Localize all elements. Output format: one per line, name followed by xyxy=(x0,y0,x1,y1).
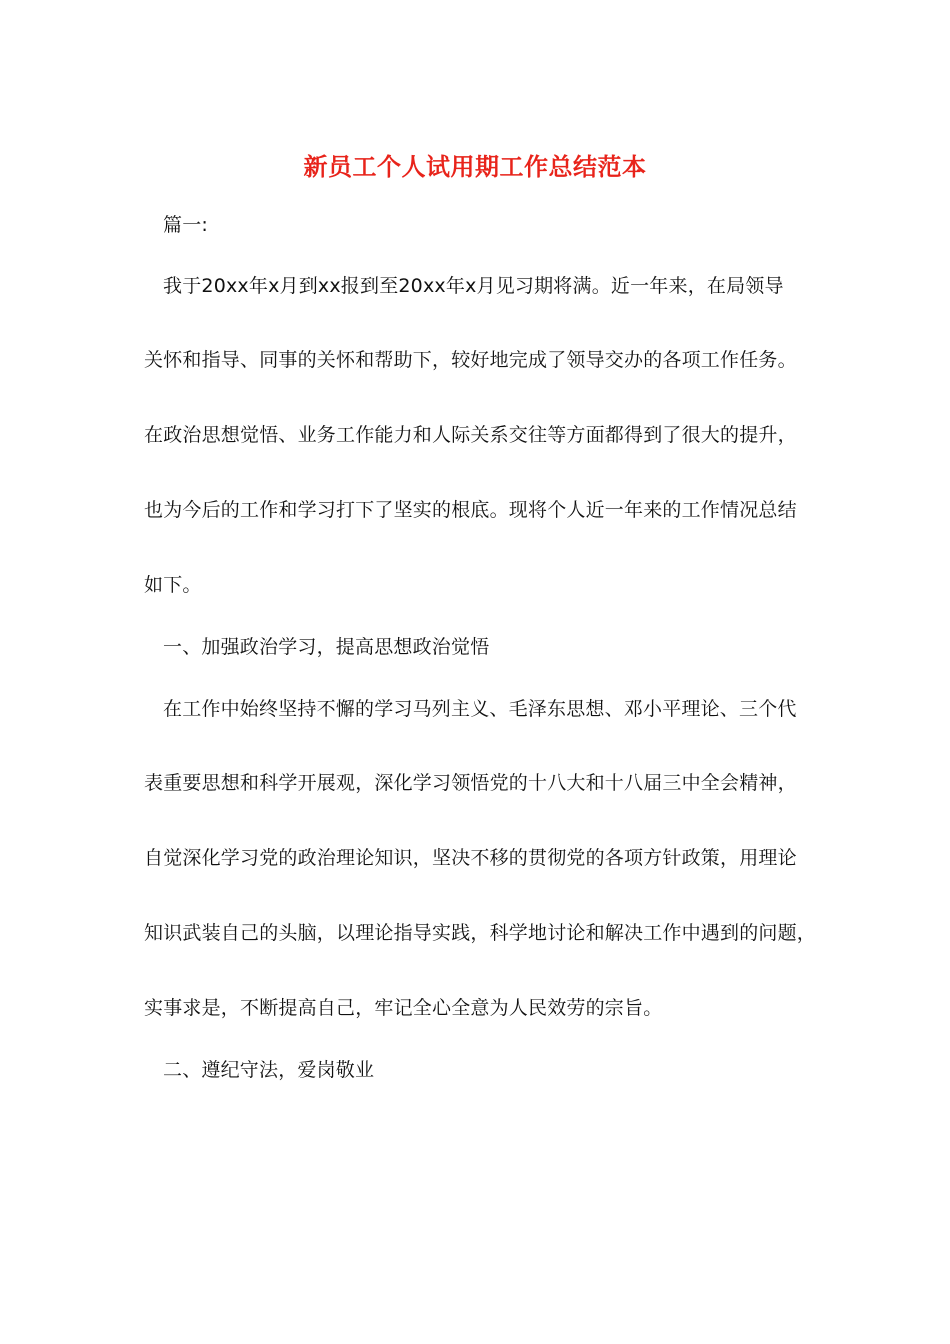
section-label-pian-yi: 篇一: xyxy=(163,214,209,236)
paragraph-line: 实事求是，不断提高自己，牢记全心全意为人民效劳的宗旨。 xyxy=(144,997,663,1019)
section-heading-2: 二、遵纪守法，爱岗敬业 xyxy=(163,1059,375,1081)
paragraph-line: 在工作中始终坚持不懈的学习马列主义、毛泽东思想、邓小平理论、三个代 xyxy=(163,698,797,720)
paragraph-line: 自觉深化学习党的政治理论知识，坚决不移的贯彻党的各项方针政策，用理论 xyxy=(144,847,797,869)
paragraph-line: 知识武装自己的头脑，以理论指导实践，科学地讨论和解决工作中遇到的问题， xyxy=(144,922,817,944)
paragraph-line: 也为今后的工作和学习打下了坚实的根底。现将个人近一年来的工作情况总结 xyxy=(144,499,797,521)
document-title: 新员工个人试用期工作总结范本 xyxy=(303,152,647,181)
paragraph-line: 表重要思想和科学开展观，深化学习领悟党的十八大和十八届三中全会精神， xyxy=(144,772,797,794)
paragraph-line: 关怀和指导、同事的关怀和帮助下，较好地完成了领导交办的各项工作任务。 xyxy=(144,349,797,371)
paragraph-line: 在政治思想觉悟、业务工作能力和人际关系交往等方面都得到了很大的提升， xyxy=(144,424,797,446)
paragraph-line: 我于20xx年x月到xx报到至20xx年x月见习期将满。近一年来，在局领导 xyxy=(163,275,784,297)
paragraph-line: 如下。 xyxy=(144,574,202,596)
section-heading-1: 一、加强政治学习，提高思想政治觉悟 xyxy=(163,636,490,658)
